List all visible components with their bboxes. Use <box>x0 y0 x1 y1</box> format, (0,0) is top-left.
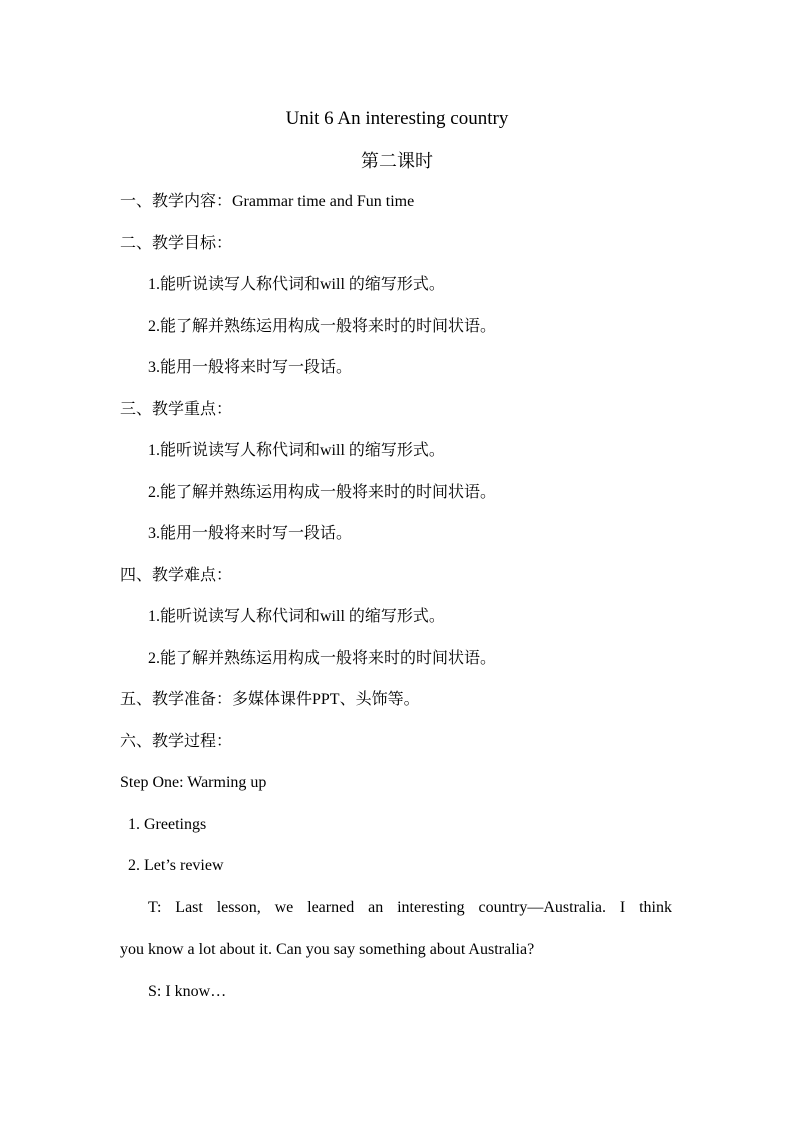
step-item: 1. Greetings <box>128 816 207 833</box>
step-heading: Step One: Warming up <box>120 774 267 791</box>
dialogue-student: S: I know… <box>148 983 227 1000</box>
key-point-item: 2.能了解并熟练运用构成一般将来时的时间状语。 <box>148 484 497 501</box>
dialogue-teacher-line-2: you know a lot about it. Can you say something about Australia? <box>120 941 535 958</box>
key-point-item: 1.能听说读写人称代词和will 的缩写形式。 <box>148 442 445 459</box>
section-key-points: 三、教学重点： <box>120 401 233 418</box>
section-teaching-process: 六、教学过程： <box>120 733 233 750</box>
difficulty-item: 2.能了解并熟练运用构成一般将来时的时间状语。 <box>148 650 497 667</box>
key-point-item: 3.能用一般将来时写一段话。 <box>148 525 353 542</box>
section-teaching-content: 一、教学内容：Grammar time and Fun time <box>120 193 415 210</box>
section-preparation: 五、教学准备：多媒体课件PPT、头饰等。 <box>120 691 420 708</box>
step-item: 2. Let’s review <box>128 857 224 874</box>
objective-item: 3.能用一般将来时写一段话。 <box>148 359 353 376</box>
objective-item: 1.能听说读写人称代词和will 的缩写形式。 <box>148 276 445 293</box>
dialogue-teacher-line-1: T: Last lesson, we learned an interesting country—Australia. I think <box>148 899 672 916</box>
lesson-subtitle: 第二课时 <box>361 151 433 171</box>
objective-item: 2.能了解并熟练运用构成一般将来时的时间状语。 <box>148 318 497 335</box>
document-title: Unit 6 An interesting country <box>285 108 509 129</box>
section-teaching-objectives: 二、教学目标： <box>120 235 233 252</box>
difficulty-item: 1.能听说读写人称代词和will 的缩写形式。 <box>148 608 445 625</box>
section-difficulties: 四、教学难点： <box>120 567 233 584</box>
